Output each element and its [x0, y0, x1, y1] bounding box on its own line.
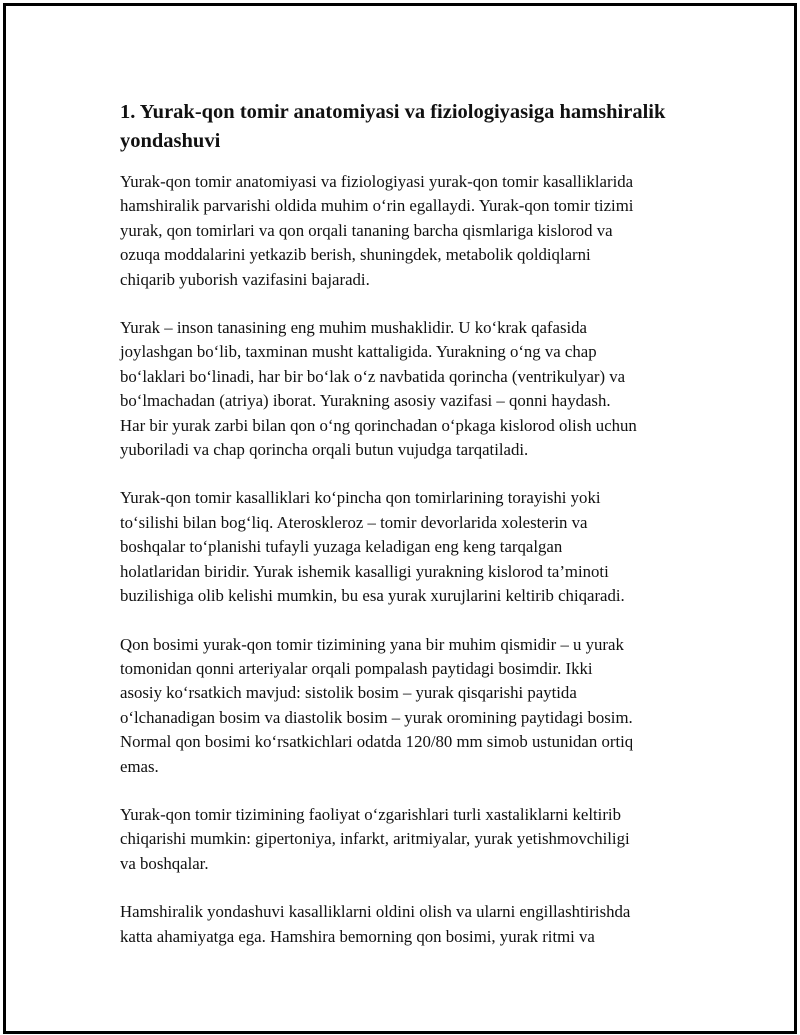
text-line: katta ahamiyatga ega. Hamshira bemorning qon bosimi, yurak ritmi va	[120, 926, 595, 946]
text-line: buzilishiga olib kelishi mumkin, bu esa yurak xurujlarini keltirib chiqaradi.	[120, 586, 625, 606]
document-body	[120, 98, 700, 973]
heading-line: 1. Yurak-qon tomir anatomiyasi va fiziologiyasiga hamshiralik	[120, 101, 666, 123]
text-line: emas.	[120, 756, 159, 776]
text-line: bo‘laklari bo‘linadi, har bir bo‘lak o‘z navbatida qorincha (ventrikulyar) va	[120, 366, 626, 386]
text-line: chiqarib yuborish vazifasini bajaradi.	[120, 269, 370, 289]
text-line: Har bir yurak zarbi bilan qon o‘ng qorinchadan o‘pkaga kislorod olish uchun	[120, 415, 637, 435]
text-line: tomonidan qonni arteriyalar orqali pompalash paytidagi bosimdir. Ikki	[120, 658, 593, 678]
section-heading	[120, 98, 720, 156]
text-line: bo‘lmachadan (atriya) iborat. Yurakning asosiy vazifasi – qonni haydash.	[120, 391, 611, 411]
text-line: Yurak – inson tanasining eng muhim mushaklidir. U ko‘krak qafasida	[120, 318, 587, 338]
text-line: to‘silishi bilan bog‘liq. Ateroskleroz – tomir devorlarida xolesterin va	[120, 512, 588, 532]
paragraph-blood-pressure	[120, 633, 700, 779]
page-frame	[3, 3, 797, 1034]
heading-line: yondashuvi	[120, 130, 221, 152]
text-line: chiqarishi mumkin: gipertoniya, infarkt, aritmiyalar, yurak yetishmovchiligi	[120, 829, 630, 849]
text-line: Yurak-qon tomir anatomiyasi va fiziologiyasi yurak-qon tomir kasalliklarida	[120, 172, 634, 191]
text-line: Qon bosimi yurak-qon tomir tizimining yana bir muhim qismidir – u yurak	[120, 634, 624, 654]
text-line: yuboriladi va chap qorincha orqali butun vujudga tarqatiladi.	[120, 440, 529, 460]
text-line: ozuqa moddalarini yetkazib berish, shuningdek, metabolik qoldiqlarni	[120, 245, 591, 265]
text-line: Yurak-qon tomir kasalliklari ko‘pincha qon tomirlarining torayishi yoki	[120, 488, 601, 508]
text-line: boshqalar to‘planishi tufayli yuzaga keladigan eng keng tarqalgan	[120, 537, 563, 557]
text-line: yurak, qon tomirlari va qon orqali tananing barcha qismlariga kislorod va	[120, 220, 613, 240]
text-line: o‘lchanadigan bosim va diastolik bosim – yurak oromining paytidagi bosim.	[120, 707, 633, 727]
paragraph-diseases	[120, 486, 700, 608]
paragraph-anatomy-intro	[120, 170, 700, 292]
paragraph-heart	[120, 316, 700, 462]
text-line: Normal qon bosimi ko‘rsatkichlari odatda 120/80 mm simob ustunidan ortiq	[120, 732, 634, 752]
text-line: Yurak-qon tomir tizimining faoliyat o‘zgarishlari turli xastaliklarni keltirib	[120, 804, 621, 824]
text-line: joylashgan bo‘lib, taxminan musht kattaligida. Yurakning o‘ng va chap	[120, 342, 597, 362]
paragraph-nursing-approach	[120, 900, 700, 949]
text-line: Hamshiralik yondashuvi kasalliklarni oldini olish va ularni engillashtirishda	[120, 902, 631, 922]
text-line: va boshqalar.	[120, 853, 209, 873]
text-line: asosiy ko‘rsatkich mavjud: sistolik bosim – yurak qisqarishi paytida	[120, 683, 577, 703]
paragraph-disorders	[120, 803, 700, 876]
text-line: hamshiralik parvarishi oldida muhim o‘rin egallaydi. Yurak-qon tomir tizimi	[120, 196, 634, 216]
text-line: holatlaridan biridir. Yurak ishemik kasalligi yurakning kislorod ta’minoti	[120, 561, 609, 581]
